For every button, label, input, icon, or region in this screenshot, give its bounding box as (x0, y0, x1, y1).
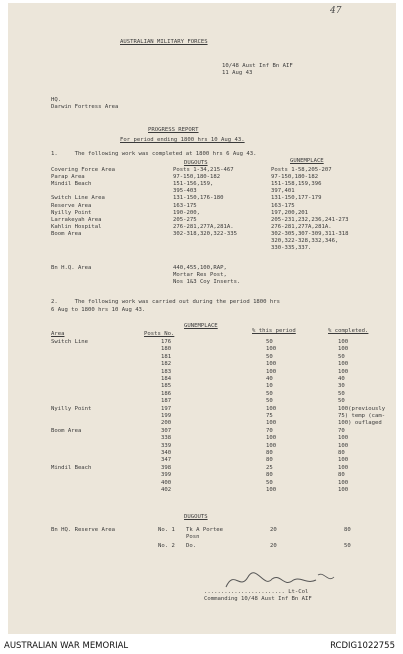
section-2-this-period: 100 (266, 420, 277, 427)
section-1-dugouts: 131-150,176-180 (173, 195, 224, 202)
section-2-completed: 100 (338, 464, 349, 471)
section-2-this-period: 100 (266, 435, 277, 442)
section-2-area: Boom Area (51, 427, 82, 434)
section-2-this-period: 40 (266, 376, 273, 382)
section-1-dugouts: 395-403 (173, 188, 197, 195)
section-2-this-period: 80 (266, 457, 273, 464)
section-1-area: Mindil Beach (51, 181, 92, 188)
bn-hq-line-3: Nos 1&3 Coy Inserts. (173, 279, 241, 285)
section-1-dugouts: 302-318,320,322-335 (173, 230, 237, 237)
section-1-area: Reserve Area (51, 202, 92, 209)
section-2-post-no: 180 (161, 346, 172, 353)
section-1-dugouts: 151-156,159, (173, 181, 214, 188)
section-2-intro-2: 6 Aug to 1800 hrs 10 Aug 43. (51, 307, 146, 313)
section-2-completed: 50 (338, 353, 345, 360)
dugout-completed: 50 (344, 543, 351, 549)
section-2-this-period: 10 (266, 383, 273, 390)
section-2-this-period: 70 (266, 427, 273, 434)
section-1-gunemplace: 302-305,307-309,311-318 (271, 230, 349, 237)
dugout-description: Posn (186, 534, 200, 540)
footer-institution: AUSTRALIAN WAR MEMORIAL (4, 641, 129, 651)
section-2-post-no: 338 (161, 435, 172, 442)
addressee-area: Darwin Fortress Area (51, 104, 119, 110)
section-2-post-no: 197 (161, 405, 172, 412)
bn-hq-area-label: Bn H.Q. Area (51, 265, 92, 271)
unit-name: 10/48 Aust Inf Bn AIF (222, 63, 293, 69)
section-1-dugouts: 163-175 (173, 202, 197, 209)
dugout-completed: 80 (344, 527, 351, 533)
section-2-completed: 75) temp (cam- (338, 413, 386, 419)
section-2-post-no: 307 (161, 427, 172, 434)
section-2-post-no: 183 (161, 368, 172, 375)
section-1-area: Covering Force Area (51, 167, 115, 173)
section-2-completed: 100(previously (338, 405, 386, 412)
section-1-gunemplace: 330-335,337. (271, 245, 312, 252)
section-1-area: Larrakeyah Area (51, 216, 102, 223)
section-2-this-period: 80 (266, 450, 273, 456)
section-2-intro-1: 2. The following work was carried out during the period 1800 hrs (51, 299, 281, 305)
section-1-gunemplace: 131-150,177-179 (271, 195, 322, 202)
section-2-post-no: 340 (161, 450, 172, 456)
col-area-heading: Area (51, 331, 65, 337)
col-gunemplace-heading: GUNEMPLACE (290, 158, 324, 164)
section-1-area: Boom Area (51, 230, 82, 237)
section-2-completed: 100 (338, 479, 349, 486)
section-2-completed: 100 (338, 457, 349, 464)
section-2-area: Switch Line (51, 339, 89, 345)
dugout-number: No. 1 (158, 527, 175, 533)
section-1-area: Nyilly Point (51, 209, 92, 216)
section-2-completed: 100 (338, 346, 349, 353)
section-2-this-period: 50 (266, 398, 273, 405)
section-2-this-period: 25 (266, 464, 273, 471)
section-2-this-period: 80 (266, 472, 273, 479)
section-1-dugouts: 276-281,277A,281A. (173, 223, 234, 230)
section-2-this-period: 50 (266, 390, 273, 397)
section-2-post-no: 182 (161, 361, 172, 368)
section-2-this-period: 100 (266, 487, 277, 493)
section-2-completed: 80 (338, 450, 345, 456)
section-2-post-no: 181 (161, 353, 172, 360)
section-1-gunemplace: 397,401 (271, 188, 295, 195)
section-2-completed: 100 (338, 361, 349, 368)
section-2-completed: 50 (338, 398, 345, 405)
section-2-this-period: 100 (266, 405, 277, 412)
section-2-this-period: 50 (266, 353, 273, 360)
section-2-post-no: 399 (161, 472, 172, 479)
section-2-post-no: 347 (161, 457, 172, 464)
section-1-gunemplace: 276-281,277A,281A. (271, 223, 332, 230)
section-2-post-no: 185 (161, 383, 172, 390)
section-2-completed: 70 (338, 427, 345, 434)
section-2-area: Mindil Beach (51, 464, 92, 471)
section-1-gunemplace: 151-158,159,396 (271, 181, 322, 188)
page-number: 47 (330, 6, 342, 16)
footer-record-id: RCDIG1022755 (330, 641, 395, 651)
section-2-completed: 40 (338, 376, 345, 382)
section-2-completed: 50 (338, 390, 345, 397)
dugout-description: Do. (186, 543, 197, 549)
document-date: 11 Aug 43 (222, 70, 253, 76)
section-2-this-period: 50 (266, 339, 273, 345)
section-2-completed: 100) ouflaged (338, 420, 382, 427)
section-1-gunemplace: 163-175 (271, 202, 295, 209)
section-2-this-period: 100 (266, 346, 277, 353)
archive-footer (0, 637, 403, 654)
dugout-description: Tk A Portee (186, 527, 224, 533)
col-dugouts-heading: DUGOUTS (184, 160, 208, 166)
section-1-gunemplace: Posts 1-58,205-207 (271, 167, 332, 173)
section-2-completed: 30 (338, 383, 345, 390)
section-1-gunemplace: 205-231,232,236,241-273 (271, 216, 349, 223)
signature-line: ........................ Lt-Col (204, 589, 309, 595)
section-1-area: Kahlin Hospital (51, 223, 102, 230)
addressee-hq: HQ. (51, 97, 62, 103)
document-title: AUSTRALIAN MILITARY FORCES (120, 39, 208, 45)
section-1-area: Parap Area (51, 174, 85, 181)
document-page (8, 3, 396, 634)
bn-hq-line-1: 440,455,100,RAP, (173, 265, 227, 271)
section-2-post-no: 200 (161, 420, 172, 427)
section-2-completed: 100 (338, 368, 349, 375)
section-2-post-no: 398 (161, 464, 172, 471)
section-1-dugouts: 97-150,180-182 (173, 174, 221, 181)
signature-title: Commanding 10/48 Aust Inf Bn AIF (204, 596, 312, 602)
section-1-gunemplace: 320,322-328,332,346, (271, 238, 339, 244)
col-posts-heading: Posts No. (144, 331, 175, 337)
dugout-this-period: 20 (270, 527, 277, 533)
section-1-gunemplace: 197,200,201 (271, 209, 309, 216)
dugout-number: No. 2 (158, 543, 175, 549)
section-2-post-no: 176 (161, 339, 172, 345)
section-2-completed: 80 (338, 472, 345, 479)
section-2-completed: 100 (338, 442, 349, 449)
section-1-gunemplace: 97-150,180-182 (271, 174, 319, 181)
col-completed-heading: % completed. (328, 328, 369, 334)
section-2-this-period: 50 (266, 479, 273, 486)
section-2-post-no: 199 (161, 413, 172, 419)
section-2-post-no: 184 (161, 376, 172, 382)
section-2-completed: 100 (338, 339, 349, 345)
section-2-area: Nyilly Point (51, 405, 92, 412)
dugout-this-period: 20 (270, 543, 277, 549)
section-2-post-no: 339 (161, 442, 172, 449)
section-2-post-no: 186 (161, 390, 172, 397)
dugouts-heading: DUGOUTS (184, 514, 208, 520)
section-1-dugouts: 205-275 (173, 216, 197, 223)
section-2-this-period: 100 (266, 361, 277, 368)
dugout-area: Bn HQ. Reserve Area (51, 527, 115, 533)
section-2-post-no: 187 (161, 398, 172, 405)
section-2-this-period: 75 (266, 413, 273, 419)
section-1-intro: 1. The following work was completed at 1800 hrs 6 Aug 43. (51, 151, 257, 157)
report-title: PROGRESS REPORT (148, 127, 199, 133)
section-2-completed: 100 (338, 435, 349, 442)
report-period: For period ending 1800 hrs 10 Aug 43. (120, 137, 245, 143)
section-2-this-period: 100 (266, 368, 277, 375)
section-1-area: Switch Line Area (51, 195, 105, 202)
section-2-post-no: 400 (161, 479, 172, 486)
section-1-dugouts: Posts 1-34,215-467 (173, 167, 234, 173)
bn-hq-line-2: Mortar Res Post, (173, 272, 227, 278)
section-2-post-no: 402 (161, 487, 172, 493)
col-this-period-heading: % this period (252, 328, 296, 334)
section-1-dugouts: 190-200, (173, 209, 200, 216)
gunemplace-heading: GUNEMPLACE (184, 323, 218, 329)
section-2-completed: 100 (338, 487, 349, 493)
section-2-this-period: 100 (266, 442, 277, 449)
